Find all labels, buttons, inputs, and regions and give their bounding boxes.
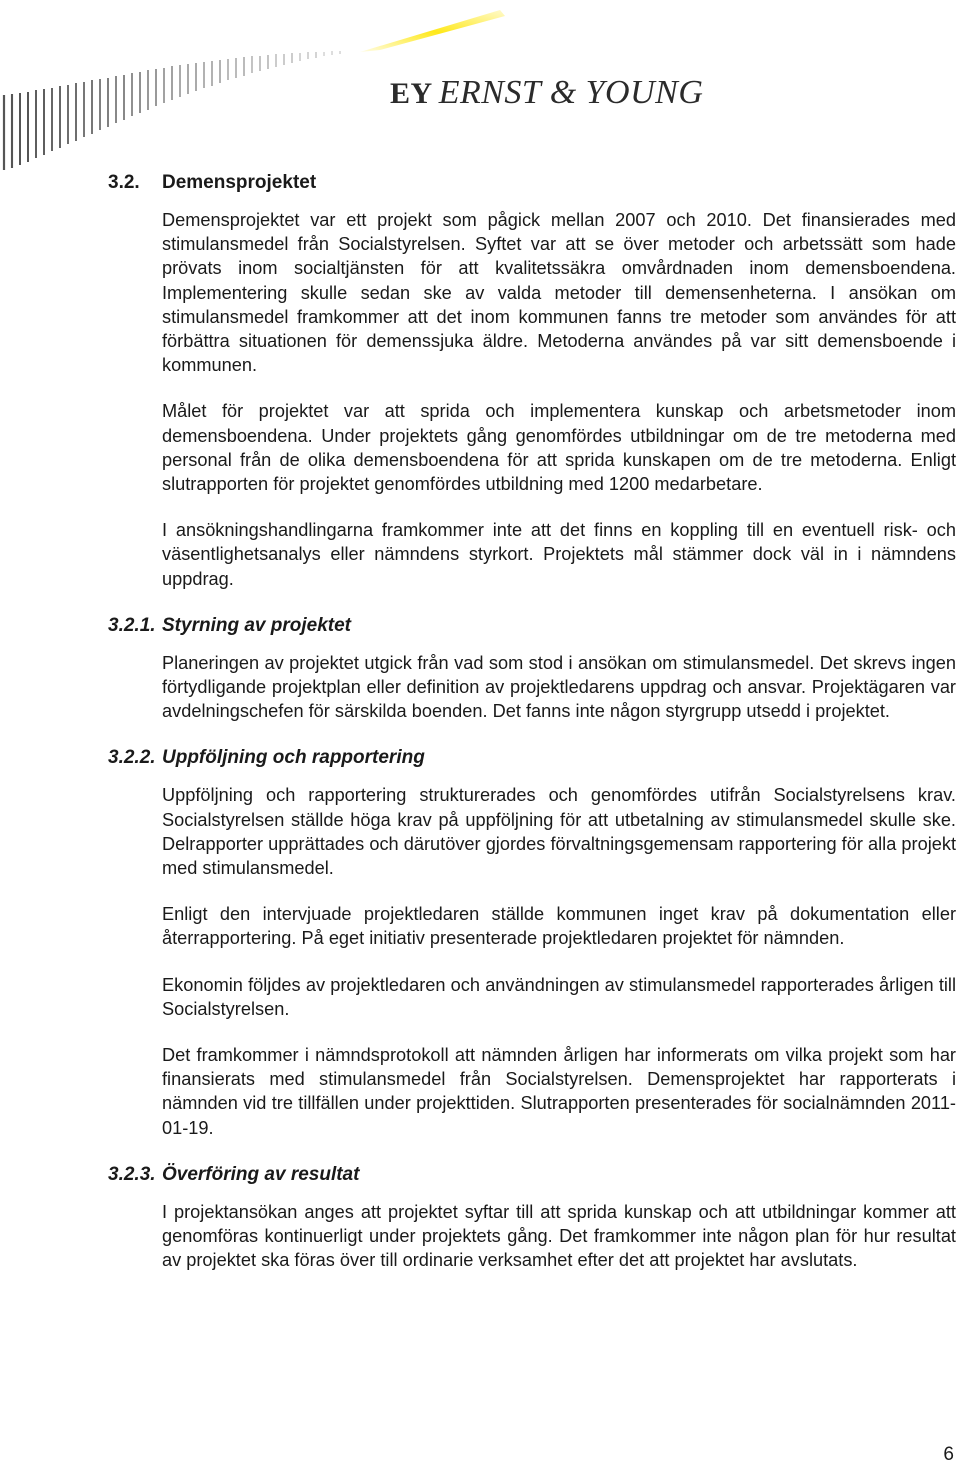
paragraph: Ekonomin följdes av projektledaren och användningen av stimulansmedel rapporterades årligen till Socialstyrelsen. (162, 974, 956, 1019)
paragraph: Planeringen av projektet utgick från vad som stod i ansökan om stimulansmedel. Det skrevs ingen förtydligande projektplan eller definition av projektledarens uppdrag och ansvar. Projektägaren var avdelningschefen för särskilda boenden. Det fanns inte någon styrgrupp utsedd i projektet. (162, 652, 956, 722)
subsection-title: Styrning av projektet (162, 614, 351, 636)
subsection-heading (0, 747, 960, 769)
subsection-number: 3.2.2. (108, 747, 156, 769)
section-uppfoljning (0, 747, 960, 1139)
paragraph: I ansökningshandlingarna framkommer inte att det finns en koppling till en eventuell risk- och väsentlighetsanalys eller nämndens styrkort. Projektets mål stämmer dock väl in i nämndens uppdrag. (162, 520, 956, 589)
brand-mark: EY (390, 77, 433, 110)
paragraph: Det framkommer i nämndsprotokoll att nämnden årligen har informerats om vilka projekt som har finansierats med stimulansmedel från Socialstyrelsen. Demensprojektet har rapporterats i nämnden vid tre tillfällen under projekttiden. Slutrapporten presenterades för socialnämnden 2011-01-19. (162, 1045, 956, 1138)
subsection-title: Överföring av resultat (162, 1163, 360, 1185)
subsection-title: Uppföljning och rapportering (162, 747, 425, 769)
subsection-number: 3.2.1. (108, 614, 156, 636)
subsection-heading (0, 1164, 960, 1186)
section-heading (0, 172, 960, 194)
section-styrning (0, 615, 960, 724)
section-number: 3.2. (108, 172, 140, 193)
paragraph: Enligt den intervjuade projektledaren ställde kommunen inget krav på dokumentation eller återrapportering. På eget initiativ presenterade projektledaren projektet för nämnden. (162, 904, 956, 949)
section-title: Demensprojektet (162, 172, 317, 193)
section-overforing (0, 1164, 960, 1273)
logo-stripes (4, 51, 340, 170)
logo-beam (360, 10, 505, 52)
paragraph: Uppföljning och rapportering strukturerades och genomfördes utifrån Socialstyrelsens krav. Socialstyrelsen ställde höga krav på uppföljning för att utbetalning av stimulansmedel skulle ske. Delrapporter upprättades och därutöver gjordes förvaltningsgemensam rapportering för alla projekt med stimulansmedel. (162, 785, 956, 879)
paragraph: I projektansökan anges att projektet syftar till att sprida kunskap och att utbildningar kommer att genomföras kontinuerligt under projektets gång. Det framkommer inte någon plan för hur resultat av projektet ska föras över till ordinarie verksamhet efter det att projektet har avslutats. (162, 1201, 956, 1271)
subsection-number: 3.2.3. (108, 1163, 156, 1185)
page-header (0, 0, 960, 170)
section-demensprojektet (0, 172, 960, 591)
brand-name (390, 74, 703, 112)
paragraph: Målet för projektet var att sprida och implementera kunskap och arbetsmetoder inom demensboendena. Under projektets gång genomfördes utbildningar om de tre metoderna med personal från de olika demensboendena för att sprida kunskapen om de tre metoderna. Enligt slutrapporten för projektet genomfördes utbildning med 1200 medarbetare. (162, 401, 956, 495)
paragraph: Demensprojektet var ett projekt som pågick mellan 2007 och 2010. Det finansierades med stimulansmedel från Socialstyrelsen. Syftet var att se över metoder och arbetssätt som hade prövats inom socialtjänsten för att kvalitetssäkra omvårdnaden inom demensboendena. Implementering skulle sedan ske av valda metoder till demensenheterna. I ansökan om stimulansmedel framkommer att det inom kommunen fanns tre metoder som användes för att förbättra situationen för demenssjuka äldre. Metoderna användes på var sitt demensboende i kommunen. (162, 210, 956, 376)
subsection-heading (0, 615, 960, 637)
page-number: 6 (943, 1444, 954, 1465)
document-body (0, 172, 960, 1297)
brand-wordmark: ERNST & YOUNG (438, 74, 704, 111)
